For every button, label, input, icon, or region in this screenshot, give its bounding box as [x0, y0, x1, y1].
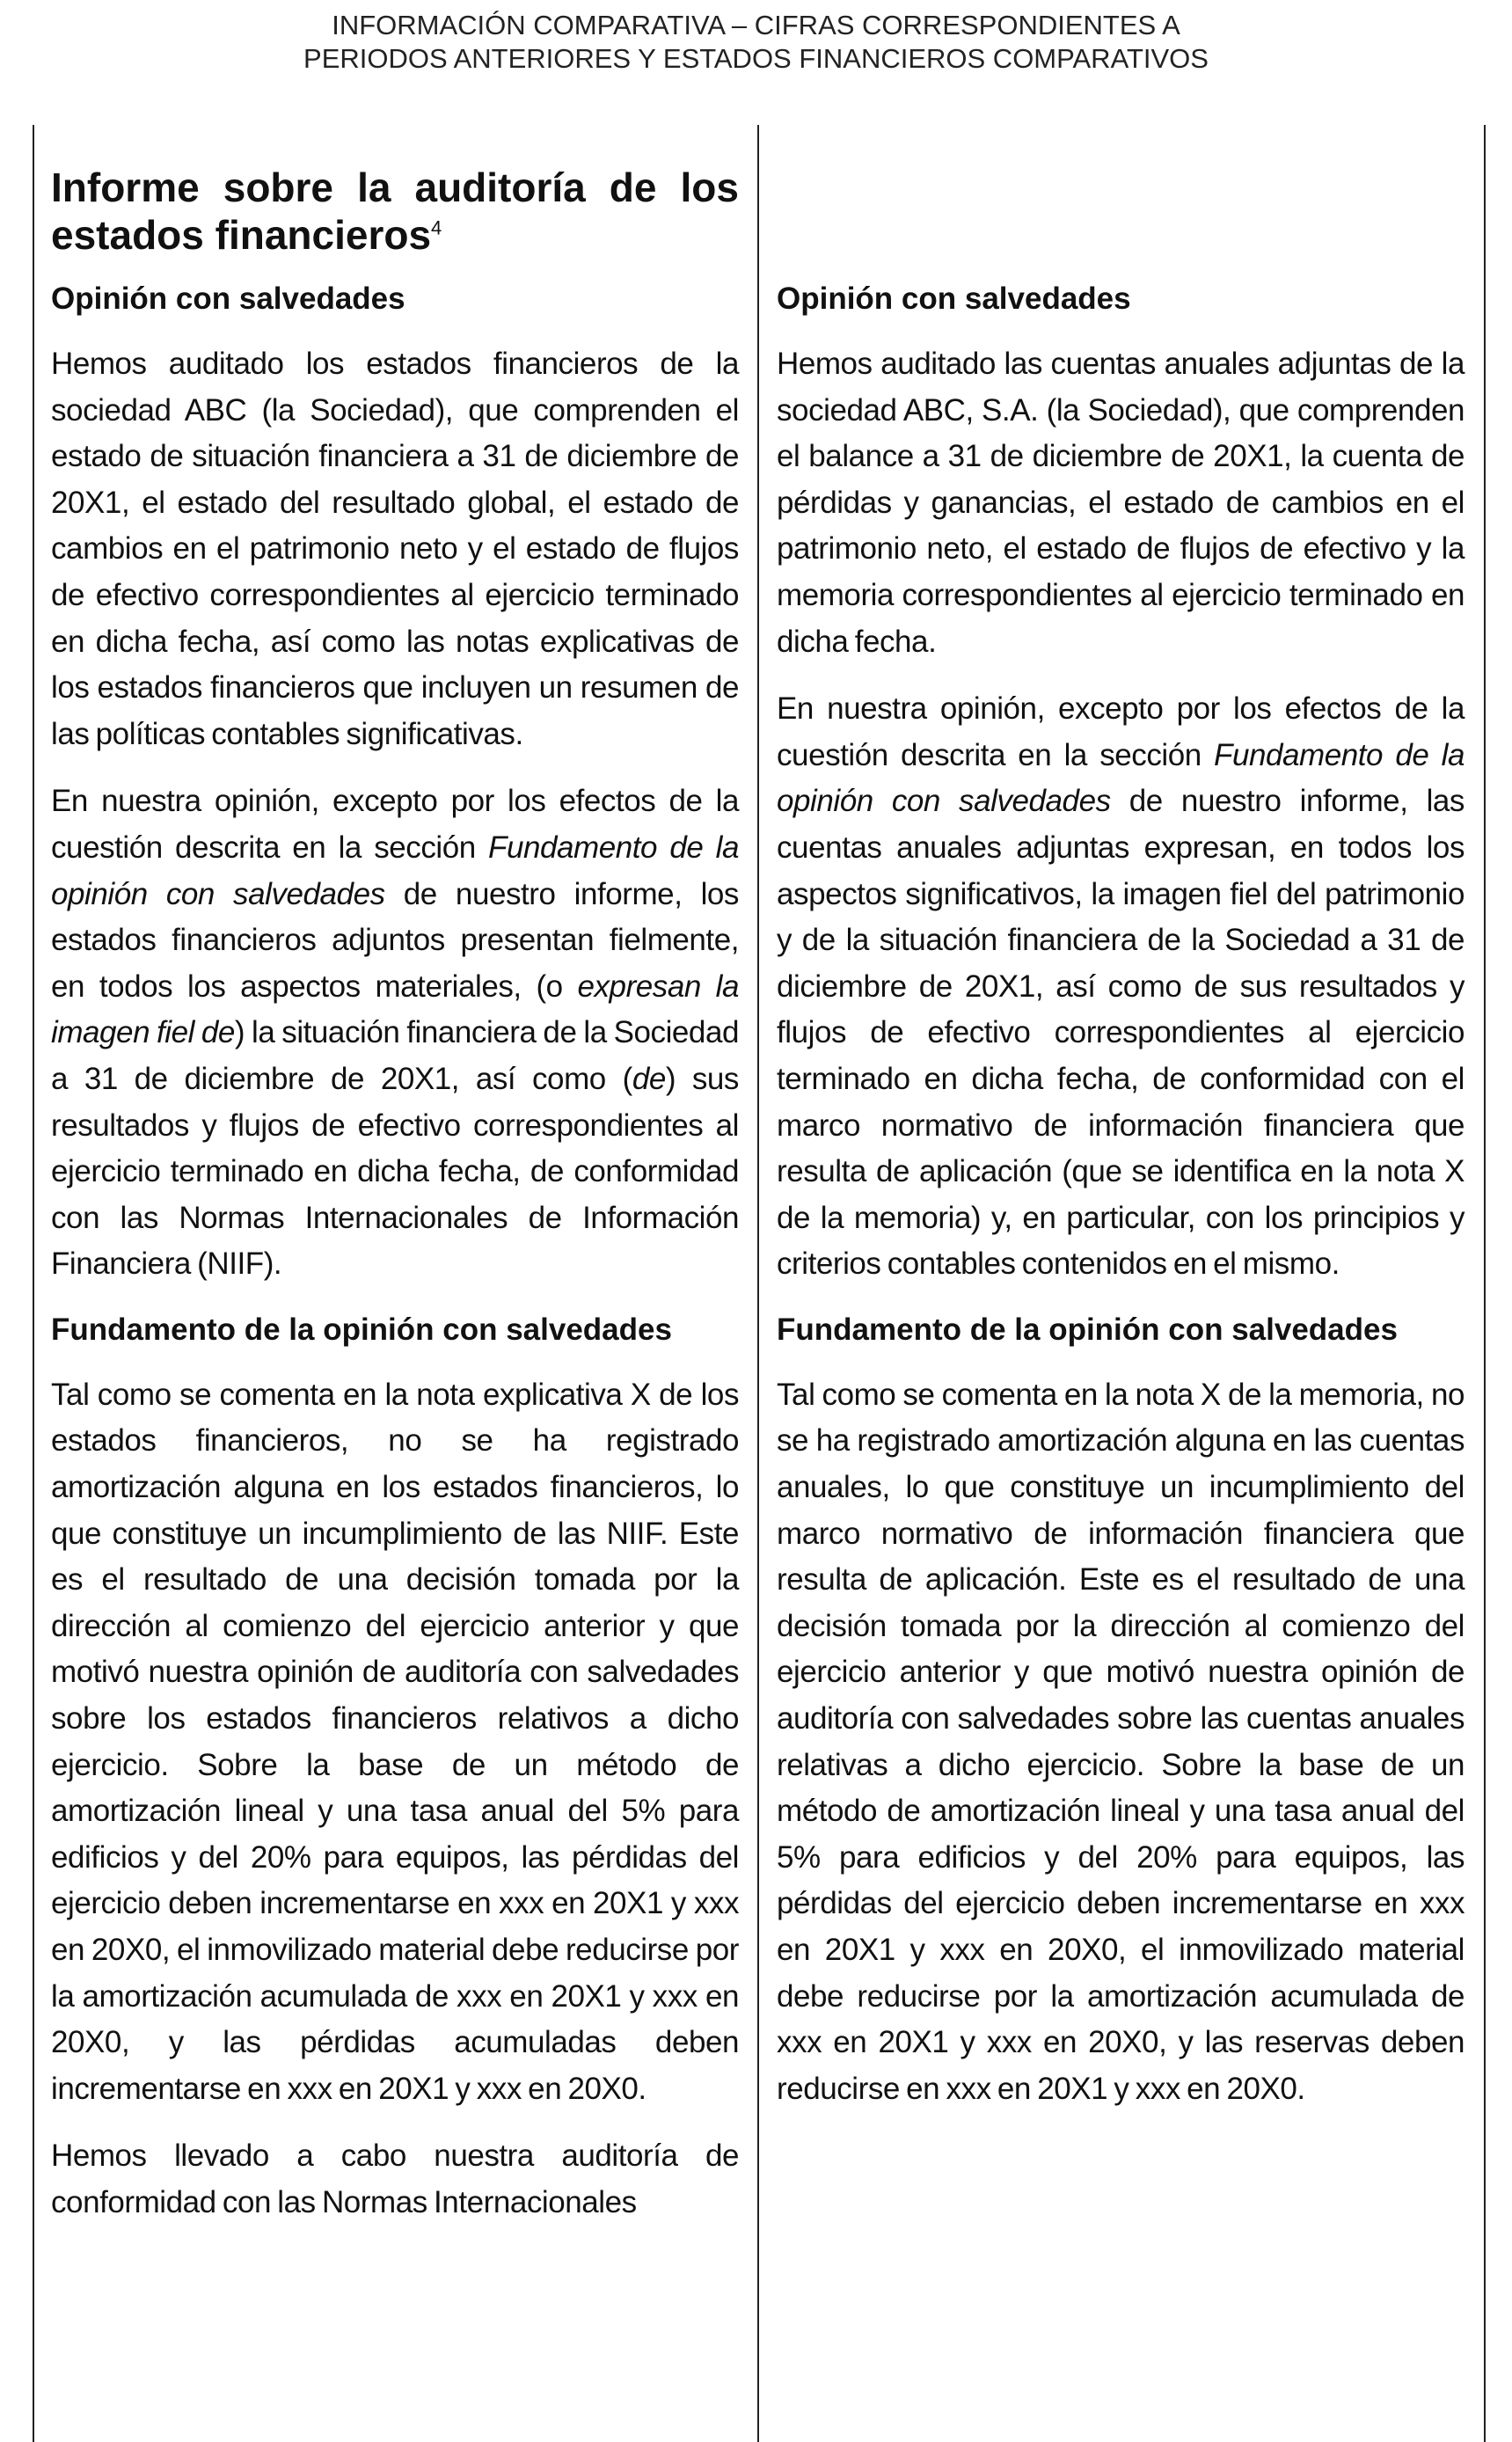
heading-basis-for-opinion: Fundamento de la opinión con salvedades [777, 1312, 1398, 1347]
paragraph-basis: Tal como se comenta en la nota explicativa X de los estados financieros, no se ha registrado amortización alguna en los estados financieros, lo que constituye un incumplimiento de las NIIF. Este es el resultado de una decisión tomada por la dirección al comienzo del ejercicio anterior y que motivó nuestra opinión de auditoría con salvedades sobre los estados financieros relativos a dicho ejercicio. Sobre la base de un método de amortización lineal y una tasa anual del 5% para edificios y del 20% para equipos, las pérdidas del ejercicio deben incrementarse en xxx en 20X1 y xxx en 20X0, el inmovilizado material debe reducirse por la amortización acumulada de xxx en 20X1 y xxx en 20X0, y las pérdidas acumuladas deben incrementarse en xxx en 20X1 y xxx en 20X0. [51, 1377, 739, 2106]
heading-qualified-opinion: Opinión con salvedades [777, 281, 1131, 316]
paragraph-opinion [777, 686, 1465, 1288]
paragraph-audit-scope: Hemos auditado los estados financieros de la sociedad ABC (la Sociedad), que comprenden el estado de situación financiera a 31 de diciembre de 20X1, el estado del resultado global, el estado de cambios en el patrimonio neto y el estado de flujos de efectivo correspondientes al ejercicio terminado en dicha fecha, así como las notas explicativas de los estados financieros que incluyen un resumen de las políticas contables significativas. [51, 347, 739, 751]
left-border-line [33, 125, 34, 2442]
heading-qualified-opinion: Opinión con salvedades [51, 281, 405, 316]
page-header-line-2: PERIODOS ANTERIORES Y ESTADOS FINANCIEROS COMPARATIVOS [303, 43, 1209, 74]
report-title-text: Informe sobre la auditoría de los estados financieros [51, 165, 739, 258]
opinion-text-3: ) la situación financiera de la Sociedad a 31 de diciembre de 20X1, así como ( [51, 1015, 739, 1096]
title-spacer [777, 164, 1465, 278]
opinion-alt-wording-2: de [632, 1061, 666, 1096]
page-header-line-1: INFORMACIÓN COMPARATIVA – CIFRAS CORRESPONDIENTES A [332, 10, 1180, 40]
opinion-text-1: En nuestra opinión, excepto por los efectos de la cuestión descrita en la sección [51, 784, 739, 865]
paragraph-opinion [51, 779, 739, 1288]
opinion-text-2: de nuestro informe, los estados financieros adjuntos presentan fielmente, en todos los aspectos materiales, (o [51, 876, 739, 1004]
opinion-section-reference: Fundamento de la opinión con salvedades [51, 830, 740, 911]
right-column-spain [777, 164, 1465, 2133]
paragraph-basis: Tal como se comenta en la nota X de la memoria, no se ha registrado amortización alguna en las cuentas anuales, lo que constituye un incumplimiento del marco normativo de información financiera que resulta de aplicación. Este es el resultado de una decisión tomada por la dirección al comienzo del ejercicio anterior y que motivó nuestra opinión de auditoría con salvedades sobre las cuentas anuales relativas a dicho ejercicio. Sobre la base de un método de amortización lineal y una tasa anual del 5% para edificios y del 20% para equipos, las pérdidas del ejercicio deben incrementarse en xxx en 20X1 y xxx en 20X0, el inmovilizado material debe reducirse por la amortización acumulada de xxx en 20X1 y xxx en 20X0, y las reservas deben reducirse en xxx en 20X1 y xxx en 20X0. [777, 1377, 1465, 2106]
page-header [0, 9, 1512, 76]
opinion-alt-wording: expresan la imagen fiel de [51, 969, 739, 1050]
opinion-text-2: de nuestro informe, las cuentas anuales adjuntas expresan, en todos los aspectos significativos, la imagen fiel del patrimonio y de la situación financiera de la Sociedad a 31 de diciembre de 20X1, así como de sus resultados y flujos de efectivo correspondientes al ejercicio terminado en dicha fecha, de conformidad con el marco normativo de información financiera que resulta de aplicación (que se identifica en la nota X de la memoria) y, en particular, con los principios y criterios contables contenidos en el mismo. [777, 784, 1465, 1282]
opinion-text-4: ) sus resultados y flujos de efectivo correspondientes al ejercicio terminado en dicha fecha, de conformidad con las Normas Internacionales de Información Financiera (NIIF). [51, 1061, 739, 1282]
paragraph-audit-scope: Hemos auditado las cuentas anuales adjuntas de la sociedad ABC, S.A. (la Sociedad), que comprenden el balance a 31 de diciembre de 20X1, la cuenta de pérdidas y ganancias, el estado de cambios en el patrimonio neto, el estado de flujos de efectivo y la memoria correspondientes al ejercicio terminado en dicha fecha. [777, 347, 1465, 659]
right-border-line [1484, 125, 1486, 2442]
opinion-text-1: En nuestra opinión, excepto por los efectos de la cuestión descrita en la sección [777, 691, 1465, 772]
opinion-section-reference: Fundamento de la opinión con salvedades [777, 737, 1465, 819]
paragraph-audit-standards: Hemos llevado a cabo nuestra auditoría de conformidad con las Normas Internacionales [51, 2139, 739, 2219]
footnote-marker: 4 [431, 216, 442, 239]
column-divider-line [757, 125, 759, 2442]
left-column-niif [51, 164, 739, 2248]
report-title [51, 164, 739, 259]
heading-basis-for-opinion: Fundamento de la opinión con salvedades [51, 1312, 672, 1347]
